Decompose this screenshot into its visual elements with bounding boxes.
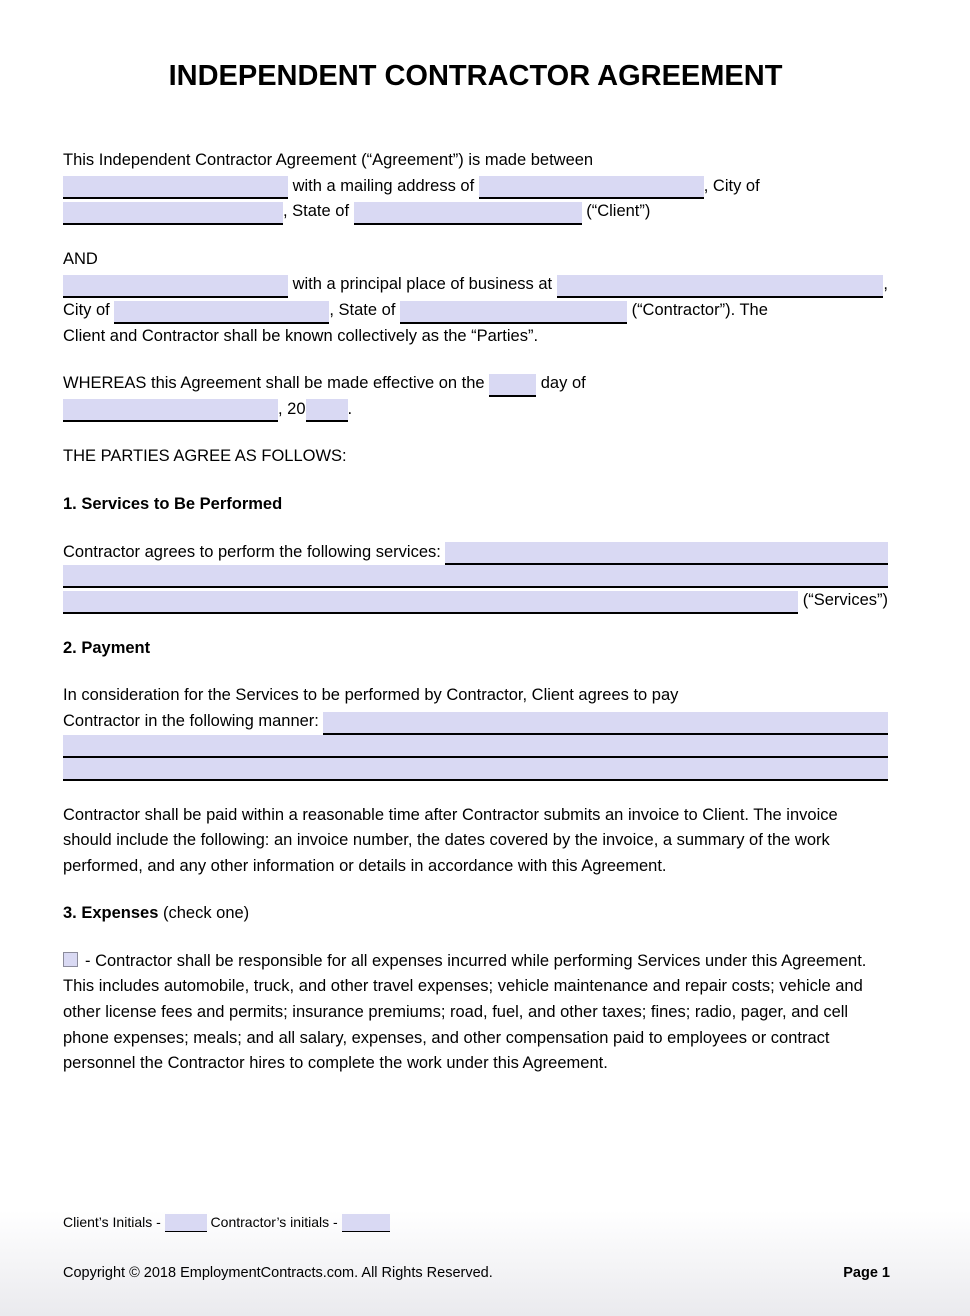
effective-year-field[interactable]	[306, 399, 348, 422]
contractor-state-field[interactable]	[400, 301, 627, 324]
section2-heading-block	[63, 636, 888, 662]
whereas-l2-end-text: .	[347, 399, 353, 418]
payment-invoice-paragraph: Contractor shall be paid within a reasonable time after Contractor submits an invoice to Client. The invoice should include the following: an invoice number, the dates covered by the invoice, a summary of the work performed, and any other information or details in accordance with this Agreement.	[63, 805, 838, 875]
and-l2-text: with a principal place of business at	[288, 275, 557, 294]
effective-month-field[interactable]	[63, 399, 278, 422]
and-l2-comma: ,	[883, 275, 888, 294]
expenses-option1-paragraph	[63, 949, 888, 1077]
section2-body	[63, 683, 888, 780]
and-l4-text: Client and Contractor shall be known collectively as the “Parties”.	[63, 326, 539, 345]
section3-heading: 3. Expenses	[63, 904, 159, 923]
services-description-field-2[interactable]	[63, 565, 888, 588]
copyright-text: Copyright © 2018 EmploymentContracts.com. All Rights Reserved.	[63, 1265, 493, 1281]
intro-l2-end-text: , City of	[703, 176, 760, 195]
expenses-option1-text: - Contractor shall be responsible for all expenses incurred while performing Services under this Agreement. This includes automobile, truck, and other travel expenses; vehicle maintenance and repair costs; vehicle and other license fees and permits; insurance premiums; road, fuel, and other taxes; fines; radio, pager, and cell phone expenses; meals; and all salary, expenses, and other compensation paid to employees or contract personnel the Contractor hires to complete the work under this Agreement.	[63, 951, 867, 1073]
section3-heading-suffix: (check one)	[158, 904, 250, 923]
section2-heading: 2. Payment	[63, 638, 151, 657]
intro-l3-end-text: (“Client”)	[581, 202, 651, 221]
client-state-field[interactable]	[354, 202, 582, 225]
contractor-address-field[interactable]	[557, 275, 884, 298]
section1-body	[63, 540, 888, 614]
intro-paragraph	[63, 148, 888, 225]
page-number: Page 1	[843, 1265, 890, 1281]
and-l3-start-text: City of	[63, 300, 115, 319]
payment-l1-text: In consideration for the Services to be performed by Contractor, Client agrees to pay	[63, 686, 679, 705]
client-initials-label: Client’s Initials -	[63, 1214, 165, 1230]
contractor-name-field[interactable]	[63, 275, 288, 298]
whereas-l1-text: WHEREAS this Agreement shall be made effective on the	[63, 374, 490, 393]
contractor-initials-label: Contractor’s initials -	[206, 1214, 342, 1230]
client-name-field[interactable]	[63, 176, 288, 199]
client-city-field[interactable]	[63, 202, 283, 225]
section1-heading-block	[63, 492, 888, 518]
section1-heading: 1. Services to Be Performed	[63, 494, 283, 513]
payment-manner-field-1[interactable]	[323, 712, 888, 735]
agree-heading-paragraph	[63, 444, 888, 470]
payment-manner-field-3[interactable]	[63, 758, 888, 781]
agree-heading: THE PARTIES AGREE AS FOLLOWS:	[63, 447, 347, 466]
initials-row	[63, 1212, 390, 1232]
effective-day-field[interactable]	[489, 374, 536, 397]
contractor-city-field[interactable]	[114, 301, 329, 324]
contractor-paragraph	[63, 247, 888, 349]
whereas-l2-text: , 20	[278, 399, 306, 418]
and-l3-mid-text: , State of	[329, 300, 400, 319]
payment-l2-text: Contractor in the following manner:	[63, 711, 324, 730]
footer-row	[63, 1263, 890, 1283]
expenses-option1-checkbox[interactable]	[63, 952, 78, 967]
intro-l3-text: , State of	[283, 202, 354, 221]
client-initials-field[interactable]	[165, 1214, 207, 1232]
intro-l2-text: with a mailing address of	[288, 176, 479, 195]
whereas-paragraph	[63, 371, 888, 422]
services-description-field-1[interactable]	[445, 542, 888, 565]
section3-heading-block	[63, 901, 888, 927]
and-l3-end-text: (“Contractor”). The	[626, 300, 768, 319]
contractor-initials-field[interactable]	[342, 1214, 390, 1232]
services-description-field-3[interactable]	[63, 591, 798, 614]
page-title: INDEPENDENT CONTRACTOR AGREEMENT	[168, 60, 783, 92]
services-lead-text: Contractor agrees to perform the following services:	[63, 542, 446, 561]
services-suffix-text: (“Services”)	[798, 591, 888, 610]
whereas-l1-end-text: day of	[536, 374, 586, 393]
intro-line1: This Independent Contractor Agreement (“Agreement”) is made between	[63, 151, 594, 169]
client-address-field[interactable]	[479, 176, 704, 199]
payment-manner-field-2[interactable]	[63, 735, 888, 758]
and-label: AND	[63, 249, 98, 268]
